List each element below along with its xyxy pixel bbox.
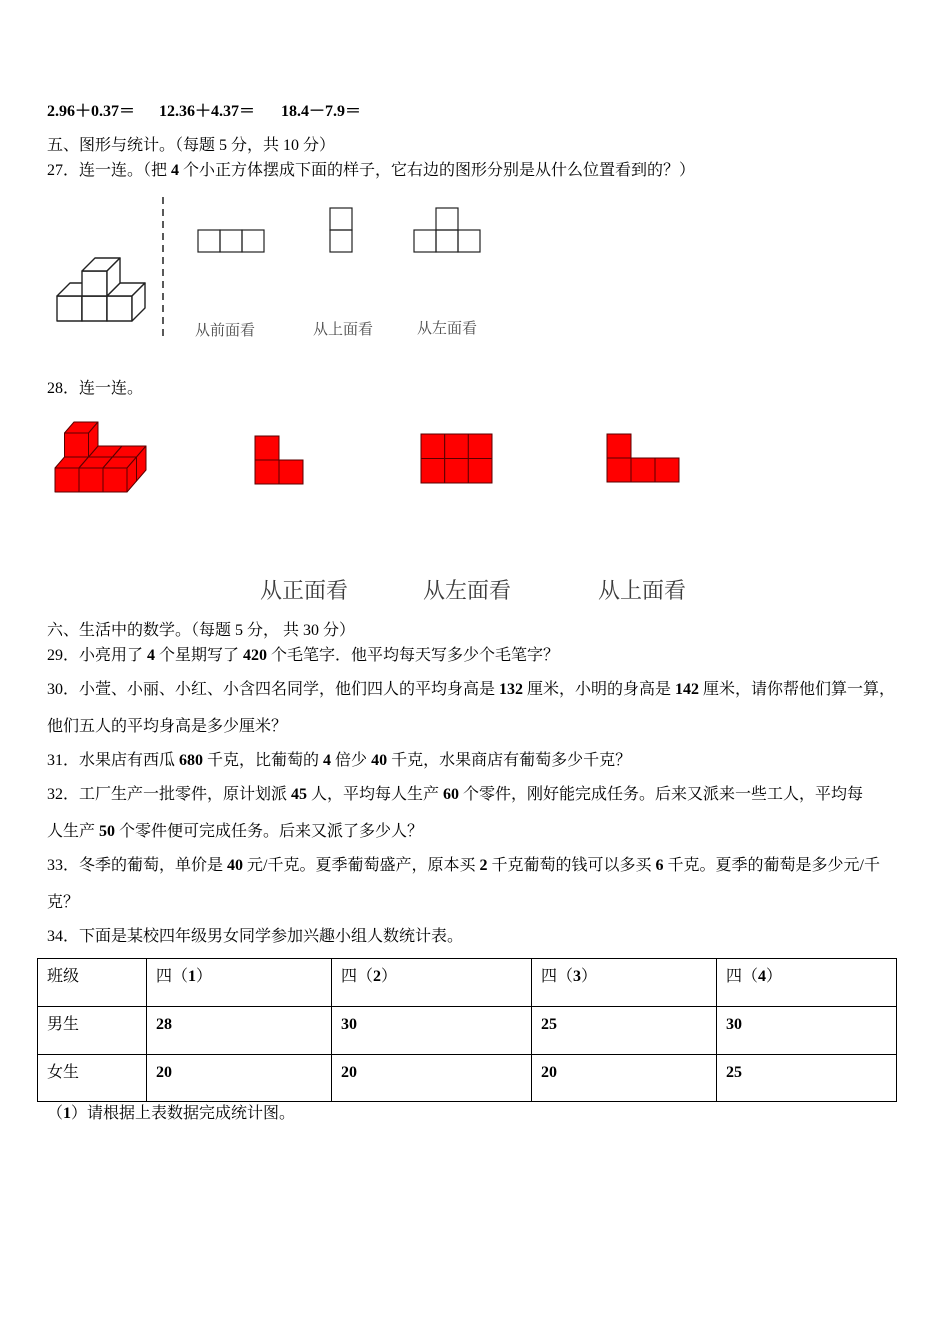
calc-item-1: 2.96＋0.37＝ — [47, 103, 136, 120]
number: 45 — [291, 786, 308, 803]
cube-front-face — [107, 296, 132, 321]
view-label-top: 从上面看 — [313, 322, 374, 338]
q28-figure — [40, 410, 700, 505]
table-header-cell: 四（2） — [332, 959, 532, 1007]
question-28 — [47, 379, 143, 399]
cube — [65, 422, 99, 457]
view-square — [198, 230, 220, 252]
number: 4 — [758, 968, 767, 985]
question-29 — [47, 646, 559, 666]
section-5-title: 五、图形与统计。（每题 5 分，共 10 分） — [47, 137, 336, 154]
question-number: 29． — [47, 647, 80, 664]
cube-front-face — [103, 468, 127, 492]
question-text: 连一连。（把 4 个小正方体摆成下面的样子，它右边的图形分别是从什么位置看到的？） — [79, 162, 696, 179]
cube-stack-drawing — [57, 258, 145, 321]
number: 4 — [171, 162, 180, 179]
view-square — [631, 458, 655, 482]
red-view-shape-1 — [255, 436, 303, 484]
interest-group-table — [37, 958, 897, 1102]
number: 142 — [675, 681, 700, 698]
table-header-cell: 班级 — [38, 959, 147, 1007]
cube — [103, 457, 137, 492]
number: 420 — [243, 647, 268, 664]
question-text: 小亮用了 4 个星期写了 420 个毛笔字．他平均每天写多少个毛笔字？ — [79, 647, 560, 664]
question-text: 工厂生产一批零件，原计划派 45 人，平均每人生产 60 个零件，刚好能完成任务。后来又派来一些工人，平均每 — [79, 786, 864, 803]
number: 50 — [99, 823, 116, 840]
red-cube-stack-drawing — [55, 422, 146, 492]
question-number: 33． — [47, 857, 80, 874]
table-row-girls — [38, 1055, 897, 1102]
red-view-shape-3 — [607, 434, 679, 482]
question-32-continued: 人生产 50 个零件便可完成任务。后来又派了多少人？ — [47, 823, 424, 840]
question-text: 冬季的葡萄，单价是 40 元/千克。夏季葡萄盛产，原本买 2 千克葡萄的钱可以多买 6 千克。夏季的葡萄是多少元/千 — [79, 857, 880, 874]
table-header-cell: 四（3） — [532, 959, 717, 1007]
number: 2 — [373, 968, 382, 985]
view-square — [330, 208, 352, 230]
view-label-front: 从正面看 — [260, 578, 349, 603]
view-square — [414, 230, 436, 252]
question-30-continued: 他们五人的平均身高是多少厘米？ — [47, 718, 288, 735]
sub-question-1: （1）请根据上表数据完成统计图。 — [47, 1105, 296, 1122]
view-square — [655, 458, 679, 482]
view-square — [607, 458, 631, 482]
table-cell: 30 — [717, 1007, 897, 1055]
table-cell: 20 — [147, 1055, 332, 1102]
cube-front-face — [65, 433, 89, 457]
cube-front-face — [82, 296, 107, 321]
question-33 — [47, 856, 880, 876]
question-text: 连一连。 — [79, 380, 144, 397]
question-31 — [47, 751, 631, 771]
question-text: 下面是某校四年级男女同学参加兴趣小组人数统计表。 — [79, 928, 464, 945]
table-cell: 20 — [532, 1055, 717, 1102]
question-number: 31． — [47, 752, 80, 769]
view-square — [436, 208, 458, 230]
table-row-boys — [38, 1007, 897, 1055]
number: 1 — [63, 1105, 72, 1122]
number: 4 — [323, 752, 332, 769]
left-view-shape — [414, 208, 480, 252]
view-square — [421, 434, 445, 459]
number: 132 — [499, 681, 524, 698]
question-number: 30． — [47, 681, 80, 698]
table-header-row — [38, 959, 897, 1007]
number: 40 — [371, 752, 388, 769]
question-34 — [47, 927, 463, 947]
view-square — [468, 459, 492, 484]
table-cell: 25 — [717, 1055, 897, 1102]
table-cell: 25 — [532, 1007, 717, 1055]
cube-front-face — [82, 271, 107, 296]
table-cell: 30 — [332, 1007, 532, 1055]
cube-front-face — [55, 468, 79, 492]
number: 2 — [479, 857, 488, 874]
view-label-front: 从前面看 — [195, 323, 256, 339]
calc-item-2: 12.36＋4.37＝ — [159, 103, 256, 120]
number: 60 — [443, 786, 460, 803]
view-square — [445, 459, 469, 484]
question-number: 32． — [47, 786, 80, 803]
section-6-title: 六、生活中的数学。（每题 5 分， 共 30 分） — [47, 622, 356, 639]
question-number: 34． — [47, 928, 80, 945]
view-square — [468, 434, 492, 459]
calc-item-3: 18.4－7.9＝ — [281, 103, 362, 120]
number: 3 — [573, 968, 582, 985]
question-27 — [47, 161, 695, 181]
number: 4 — [147, 647, 156, 664]
view-square — [279, 460, 303, 484]
view-label-top: 从上面看 — [598, 578, 687, 603]
top-view-shape — [330, 208, 352, 252]
front-view-shape — [198, 230, 264, 252]
view-square — [421, 459, 445, 484]
table-header-cell: 四（1） — [147, 959, 332, 1007]
number: 40 — [227, 857, 244, 874]
question-32 — [47, 785, 863, 805]
number: 6 — [655, 857, 664, 874]
number: 1 — [188, 968, 197, 985]
view-square — [445, 434, 469, 459]
table-row-label: 男生 — [38, 1007, 147, 1055]
table-cell: 20 — [332, 1055, 532, 1102]
view-square — [607, 434, 631, 458]
view-square — [255, 436, 279, 460]
table-header-cell: 四（4） — [717, 959, 897, 1007]
question-30 — [47, 680, 895, 700]
view-square — [458, 230, 480, 252]
question-text: 小萱、小丽、小红、小含四名同学，他们四人的平均身高是 132 厘米，小明的身高是 142 厘米，请你帮他们算一算， — [79, 681, 896, 698]
view-label-left: 从左面看 — [423, 578, 512, 603]
view-square — [242, 230, 264, 252]
view-square — [436, 230, 458, 252]
table-cell: 28 — [147, 1007, 332, 1055]
number: 680 — [179, 752, 204, 769]
view-square — [255, 460, 279, 484]
question-text: 水果店有西瓜 680 千克，比葡萄的 4 倍少 40 千克，水果商店有葡萄多少千克？ — [79, 752, 632, 769]
view-label-left: 从左面看 — [417, 321, 478, 337]
view-square — [220, 230, 242, 252]
view-square — [330, 230, 352, 252]
question-33-continued: 克？ — [47, 894, 80, 911]
red-view-shape-2 — [421, 434, 492, 483]
cube-front-face — [57, 296, 82, 321]
cube-front-face — [79, 468, 103, 492]
question-number: 27． — [47, 162, 80, 179]
question-number: 28． — [47, 380, 80, 397]
table-row-label: 女生 — [38, 1055, 147, 1102]
